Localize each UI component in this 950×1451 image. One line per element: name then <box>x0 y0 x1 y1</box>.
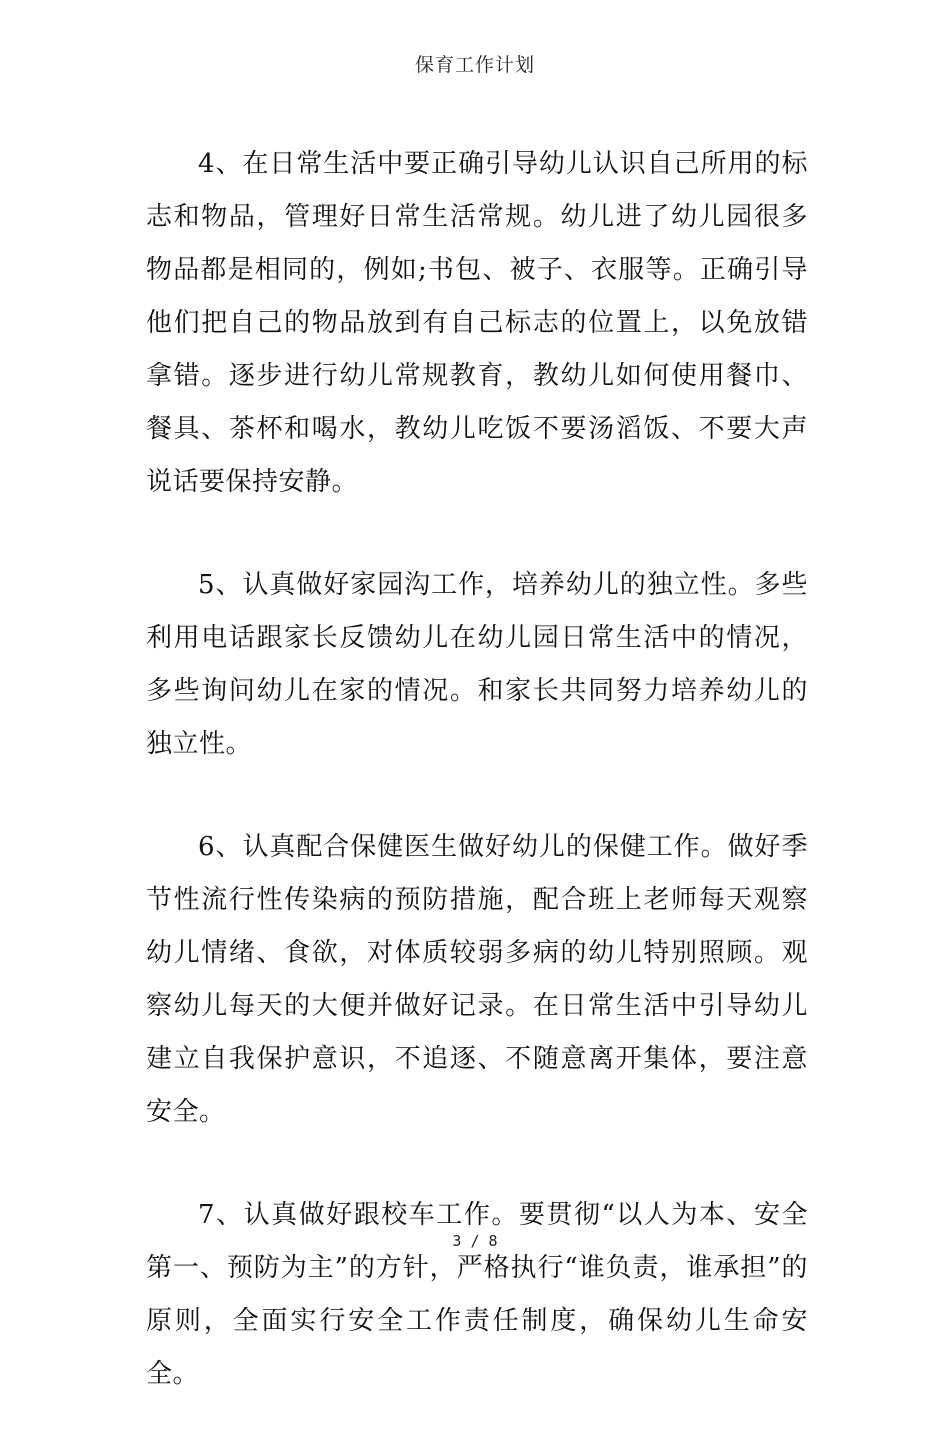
page-number: 3 / 8 <box>452 1232 498 1250</box>
document-body <box>146 138 808 1451</box>
paragraph-item-5: 5、认真做好家园沟工作，培养幼儿的独立性。多些利用电话跟家长反馈幼儿在幼儿园日常生活中的情况，多些询问幼儿在家的情况。和家长共同努力培养幼儿的独立性。 <box>146 570 808 759</box>
page-header-title: 保育工作计划 <box>414 54 535 76</box>
paragraph-item-6: 6、认真配合保健医生做好幼儿的保健工作。做好季节性流行性传染病的预防措施，配合班上老师每天观察幼儿情绪、食欲，对体质较弱多病的幼儿特别照顾。观察幼儿每天的大便并做好记录。在日常生活中引导幼儿建立自我保护意识，不追逐、不随意离开集体，要注意安全。 <box>146 832 808 1127</box>
paragraph-item-4: 4、在日常生活中要正确引导幼儿认识自己所用的标志和物品，管理好日常生活常规。幼儿进了幼儿园很多物品都是相同的，例如;书包、被子、衣服等。正确引导他们把自己的物品放到有自己标志的位置上，以免放错拿错。逐步进行幼儿常规教育，教幼儿如何使用餐巾、餐具、茶杯和喝水，教幼儿吃饭不要汤滔饭、不要大声说话要保持安静。 <box>146 149 808 497</box>
paragraph-item-7: 7、认真做好跟校车工作。要贯彻“以人为本、安全第一、预防为主”的方针，严格执行“谁负责，谁承担”的原则，全面实行安全工作责任制度，确保幼儿生命安全。 <box>146 1200 808 1389</box>
